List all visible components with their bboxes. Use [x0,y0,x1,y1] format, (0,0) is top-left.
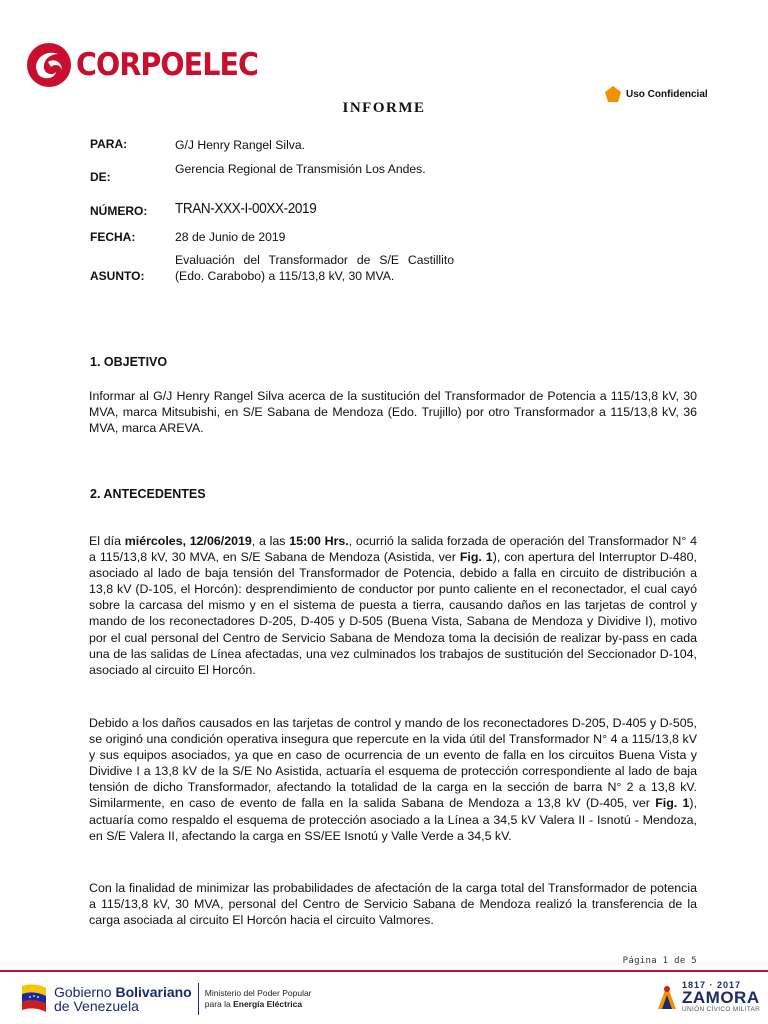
antecedentes-heading: 2. ANTECEDENTES [90,487,206,501]
confidential-label: Uso Confidencial [626,88,708,100]
corpoelec-swirl-icon [26,42,72,88]
footer-separator [198,983,199,1015]
government-name: Gobierno Bolivariano de Venezuela [54,984,192,1014]
document-title: INFORME [342,100,426,116]
corpoelec-logo [26,42,274,88]
asunto-label: ASUNTO: [90,269,145,283]
ministry-name: Ministerio del Poder Popular para la Energía Eléctrica [204,988,312,1009]
zamora-subtitle: UNIÓN CÍVICO MILITAR [682,1006,761,1013]
fecha-value: 28 de Junio de 2019 [175,230,286,244]
fecha-label: FECHA: [90,230,136,244]
objetivo-heading: 1. OBJETIVO [90,355,168,369]
numero-value: TRAN-XXX-I-00XX-2019 [175,200,317,217]
antecedentes-paragraph-2: Debido a los daños causados en las tarjetas de control y mando de los reconectadores D-205, D-405 y D-505, se originó una condición operativa insegura que repercute en la vida útil del Transformador N° 4 a 115/13,8 kV y sus equipos asociados, ya que en caso de ocurrencia de un evento de falla en los circuitos Buena Vista y Dividive I a 13,8 kV de la S/E No Asistida, actuaría el esquema de protección correspondiente al lado de baja tensión de dicho Transformador, afectando la totalidad de la carga en la sección de barra N° 2 a 13,8 kV. Similarmente, en caso de evento de falla en la salida Sabana de Mendoza a 13,8 kV (D-405, ver Fig. 1), actuaría como respaldo el esquema de protección asociado a la Línea a 34,5 kV Valera II - Isnotú - Mendoza, en S/E Valera II, afectando la carga en SS/EE Isnotú y Valle Verde a 34,5 kV. [89,716,697,843]
zamora-years: 1817 · 2017 [682,980,742,990]
de-label: DE: [90,170,111,184]
zamora-name: ZAMORA [682,988,760,1007]
objetivo-paragraph: Informar al G/J Henry Rangel Silva acerca de la sustitución del Transformador de Potencia a 115/13,8 kV, 30 MVA, marca Mitsubishi, en S/E Sabana de Mendoza (Edo. Trujillo) por otro Transformador a 115/13,8 kV, 36 MVA, marca AREVA. [89,389,697,436]
footer-divider [0,970,768,972]
venezuela-flag-icon [20,982,48,1016]
brand-name: CORPOELEC [76,47,259,83]
numero-label: NÚMERO: [90,204,148,218]
government-logo [20,982,312,1016]
antecedentes-paragraph-1: El día miércoles, 12/06/2019, a las 15:00 Hrs., ocurrió la salida forzada de operación del Transformador N° 4 a 115/13,8 kV, 30 MVA, en S/E Sabana de Mendoza (Asistida, ver Fig. 1), con apertura del Interruptor D-480, asociado al lado de baja tensión del Transformador de Potencia, debido a falla en circuito de distribución a 13,8 kV (D-105, el Horcón): desprendimiento de conductor por punto caliente en el reconectador, el cual cayó sobre la carcasa del mismo y en el sistema de puesta a tierra, causando daños en las tarjetas de control y mando de los reconectadores D-205, D-405 y D-505 (Buena Vista, Sabana de Mendoza y Dividive I), motivo por el cual personal del Centro de Servicio Sabana de Mendoza toma la decisión de realizar by-pass en cada una de las salidas de Línea afectadas, una vez culminados los trabajos de sustitución del Seccionador D-104, asociado al circuito El Horcón. [89,534,698,677]
de-value: Gerencia Regional de Transmisión Los Andes. [175,162,426,176]
zamora-logo [654,980,760,1013]
antecedentes-paragraph-3: Con la finalidad de minimizar las probabilidades de afectación de la carga total del Transformador de potencia a 115/13,8 kV, 30 MVA, personal del Centro de Servicio Sabana de Mendoza realizó la transferencia de la carga asociada al circuito El Horcón hacia el circuito Valmores. [89,881,697,928]
para-value: G/J Henry Rangel Silva. [175,138,306,152]
para-label: PARA: [90,137,128,151]
page-number: Página 1 de 5 [622,956,697,966]
asunto-value: Evaluación del Transformador de S/E Castillito (Edo. Carabobo) a 115/13,8 kV, 30 MVA. [175,253,454,283]
zamora-emblem-icon [654,981,680,1013]
